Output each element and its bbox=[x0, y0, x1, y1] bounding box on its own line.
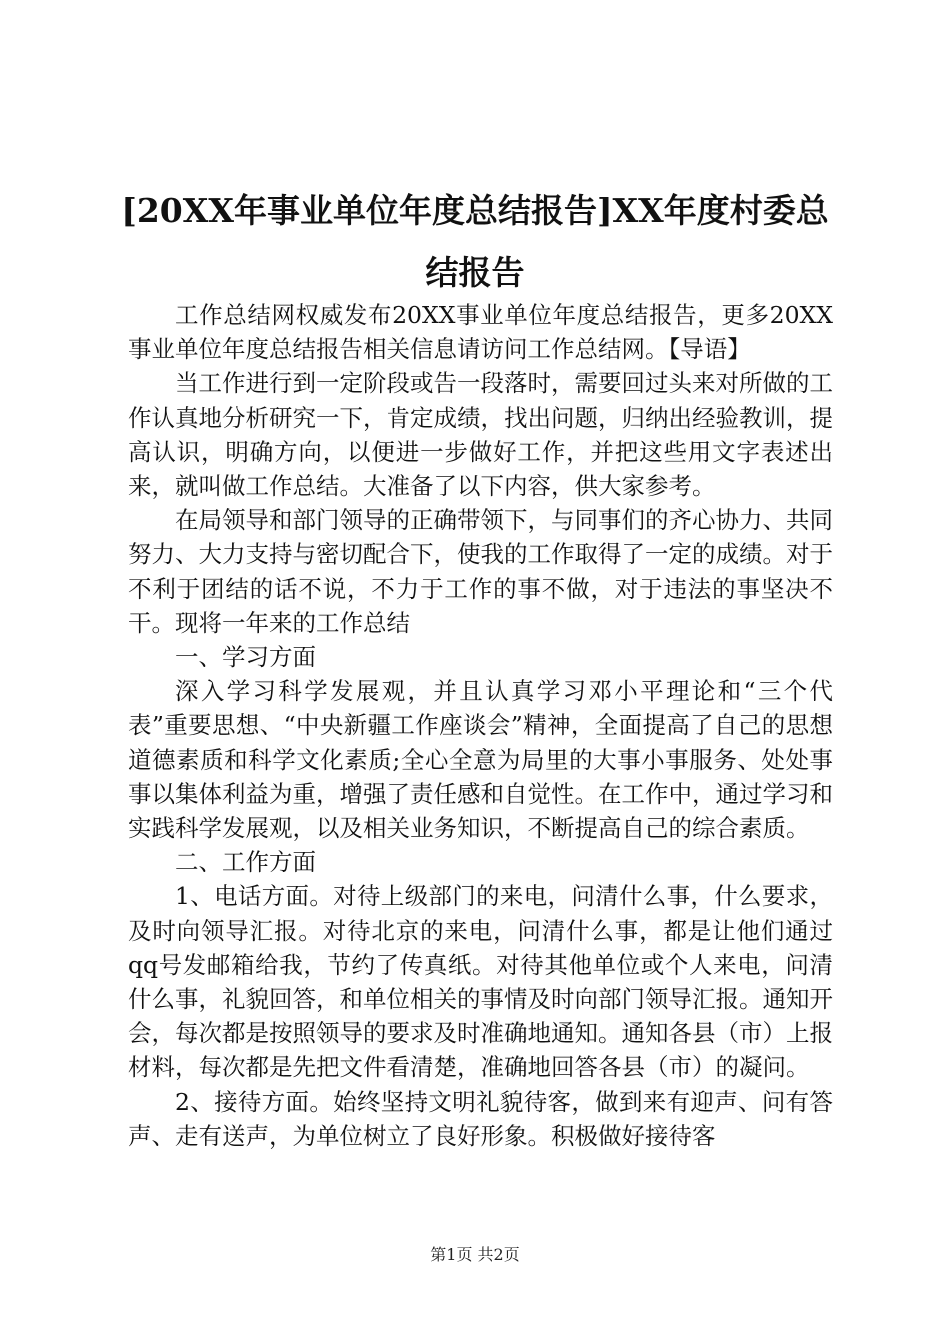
paragraph-preface: 当工作进行到一定阶段或告一段落时，需要回过头来对所做的工作认真地分析研究一下，肯定成绩，找出问题，归纳出经验教训，提高认识，明确方向，以便进一步做好工作，并把这些用文字表述出来，就叫做工作总结。大准备了以下内容，供大家参考。 bbox=[128, 369, 833, 501]
paragraph-overview: 在局领导和部门领导的正确带领下，与同事们的齐心协力、共同努力、大力支持与密切配合下，使我的工作取得了一定的成绩。对于不利于团结的话不说，不力于工作的事不做，对于违法的事坚决不干。现将一年来的工作总结 bbox=[128, 506, 833, 637]
paragraph-study: 深入学习科学发展观，并且认真学习邓小平理论和“三个代表”重要思想、“中央新疆工作座谈会”精神，全面提高了自己的思想道德素质和科学文化素质;全心全意为局里的大事小事服务、处处事事以集体利益为重，增强了责任感和自觉性。在工作中，通过学习和实践科学发展观，以及相关业务知识，不断提高自己的综合素质。 bbox=[128, 677, 833, 843]
paragraph-intro: 工作总结网权威发布20XX事业单位年度总结报告，更多20XX事业单位年度总结报告相关信息请访问工作总结网。【导语】 bbox=[128, 301, 833, 364]
section-heading-study: 一、学习方面 bbox=[175, 643, 316, 672]
paragraph-reception: 2、接待方面。始终坚持文明礼貌待客，做到来有迎声、问有答声、走有送声，为单位树立了良好形象。积极做好接待客 bbox=[128, 1087, 833, 1150]
section-heading-work: 二、工作方面 bbox=[175, 848, 316, 877]
page-indicator: 第1页 共2页 bbox=[430, 1245, 520, 1264]
document-title: [20XX年事业单位年度总结报告]XX年度村委总结报告 bbox=[121, 191, 829, 292]
document-body bbox=[128, 298, 833, 1153]
paragraph-phone: 1、电话方面。对待上级部门的来电，问清什么事，什么要求，及时向领导汇报。对待北京的来电，问清什么事，都是让他们通过qq号发邮箱给我，节约了传真纸。对待其他单位或个人来电，问清什么事，礼貌回答，和单位相关的事情及时向部门领导汇报。通知开会，每次都是按照领导的要求及时准确地通知。通知各县（市）上报材料，每次都是先把文件看清楚，准确地回答各县（市）的凝问。 bbox=[128, 882, 833, 1082]
